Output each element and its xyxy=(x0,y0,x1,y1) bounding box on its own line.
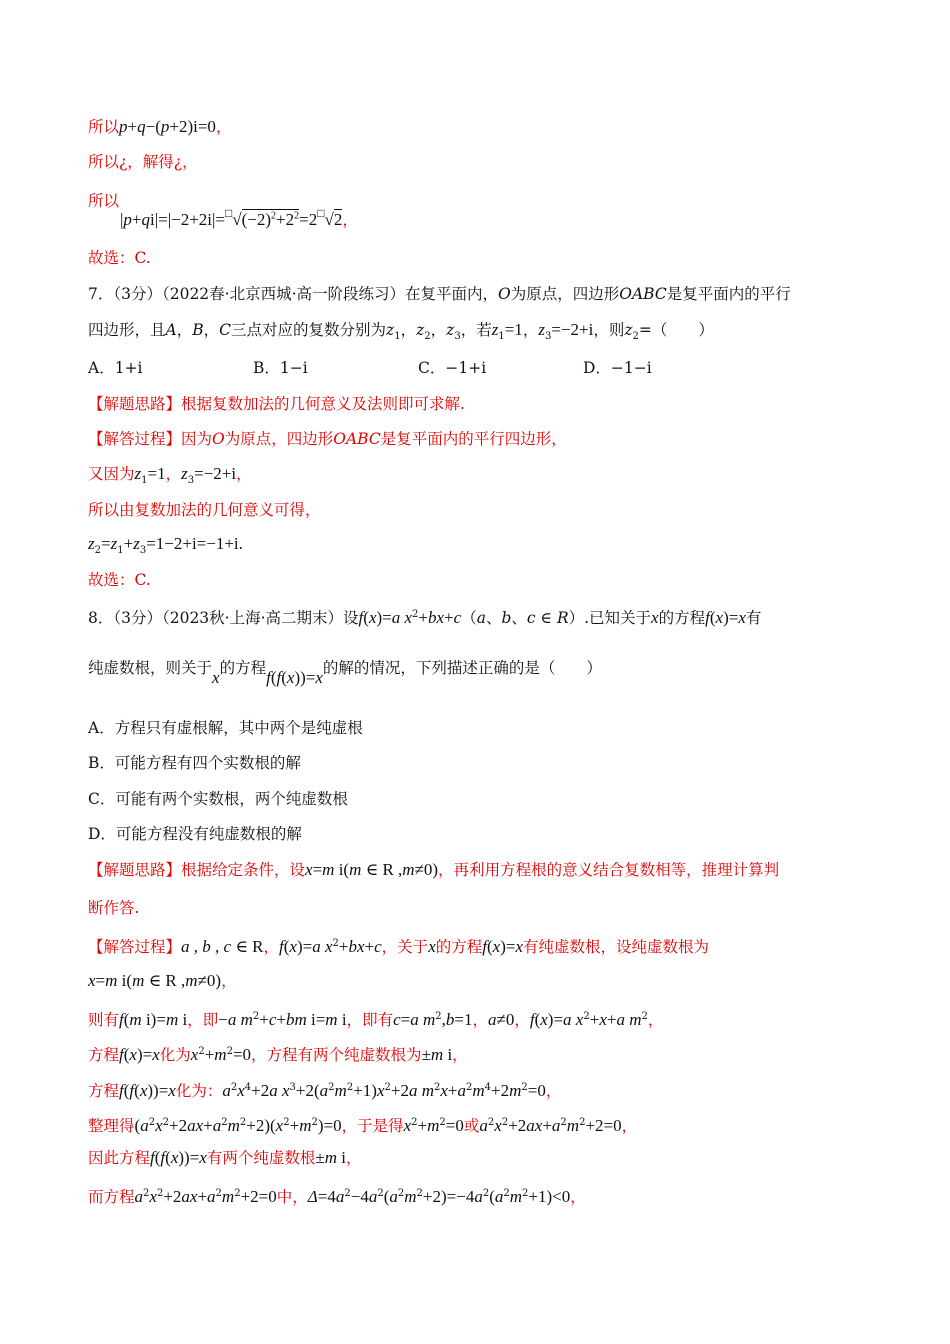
solution-idea: 【解题思路】根据给定条件，设x=m i(m ∈ R ,m≠0)，再利用方程根的意义结合复数相等，推理计算判 xyxy=(88,860,780,879)
solution-process: 【解答过程】因为O为原点，四边形OABC是复平面内的平行四边形， xyxy=(88,430,567,448)
text-line: 断作答. xyxy=(88,899,140,917)
q7-option-d: D．−1−i xyxy=(583,359,652,377)
question-8-line-1: 8．（3分）（2023秋·上海·高二期末）设f(x)=a $x^2+bx+c(a$、b、c ∈ R）.已知关于x的方程f(x)=x有 xyxy=(88,608,762,628)
q7-option-a: A．1+i xyxy=(88,359,143,377)
question-7-line-1: 7．（3分）（2022春·北京西城·高一阶段练习）在复平面内，O为原点，四边形OABC是复平面内的平行 xyxy=(88,285,791,303)
q8-option-d: D．可能方程没有纯虚数根的解 xyxy=(88,825,302,843)
text-line: 又因为$z_1=1$，$z_3=-2+i$， xyxy=(88,464,252,487)
solution-process: 【解答过程】a , b , c ∈ R，f(x)=a $x^2+bx+c$，关于x的方程f(x)=x有纯虚数根，设纯虚数根为 xyxy=(88,937,710,957)
text-line: 所以p+q−(p+2)i=0， xyxy=(88,117,232,136)
math-expression: $z_2=z_1+z_3=1-2+i=-1+i$. xyxy=(88,534,243,557)
text-line: 而方程$a^2x^2+2ax+a^2m^2+2=0$中，$\Delta=4a^2-4a^2(a^2m^2+2)=-4a^2(a^2m^2+1)<0$， xyxy=(88,1187,586,1207)
math-expression: x=m i(m ∈ R ,m≠0)， xyxy=(88,971,237,990)
text-line: 因此方程f(f(x))=x有两个纯虚数根±m i， xyxy=(88,1148,362,1167)
q8-option-a: A．方程只有虚根解，其中两个是纯虚根 xyxy=(88,719,363,737)
question-7-line-2: 四边形，且A，B，C三点对应的复数分别为$z_1$，$z_2$，$z_3$，若$z_1=1$，$z_3=-2+i$，则$z_2=$（ ） xyxy=(88,320,714,343)
math-expression: $|p+qi|=|-2+2i|=^□√(-2)^2+2^2=2^□√2$， xyxy=(120,206,358,229)
text-line: 所以 xyxy=(88,192,120,210)
text-line: 故选：C. xyxy=(88,249,151,267)
solution-idea: 【解题思路】根据复数加法的几何意义及法则即可求解. xyxy=(88,395,465,413)
text-line: 故选：C. xyxy=(88,571,151,589)
q7-option-c: C．−1+i xyxy=(418,359,487,377)
text-line: 方程f(f(x))=x化为：$a^2x^4+2a$ $x^3+2(a^2m^2+1)x^2+2a$ $m^2x+a^2m^4+2m^2=0$， xyxy=(88,1081,562,1101)
text-line: 则有f(m i)=m i，即−a $m^2+c+bm$ i=m i，即有c=a $m^2,b=1$，a≠0，f(x)=a $x^2+x+a$ $m^2$， xyxy=(88,1010,664,1030)
text-line: 所以由复数加法的几何意义可得， xyxy=(88,501,321,519)
q7-option-b: B．1−i xyxy=(253,359,308,377)
q8-option-c: C．可能有两个实数根，两个纯虚数根 xyxy=(88,790,348,808)
text-line: 所以¿，解得¿， xyxy=(88,153,198,171)
text-line: 方程f(x)=x化为$x^2+m^2=0$，方程有两个纯虚数根为±m i， xyxy=(88,1045,468,1065)
question-8-line-2: 纯虚数根，则关于x的方程f(f(x))=x的解的情况，下列描述正确的是（ ） xyxy=(88,659,602,687)
q8-option-b: B．可能方程有四个实数根的解 xyxy=(88,754,301,772)
text-line: 整理得$(a^2x^2+2ax+a^2m^2+2)(x^2+m^2)=0$，于是得$x^2+m^2=0$或$a^2x^2+2ax+a^2m^2+2=0$， xyxy=(88,1116,638,1136)
